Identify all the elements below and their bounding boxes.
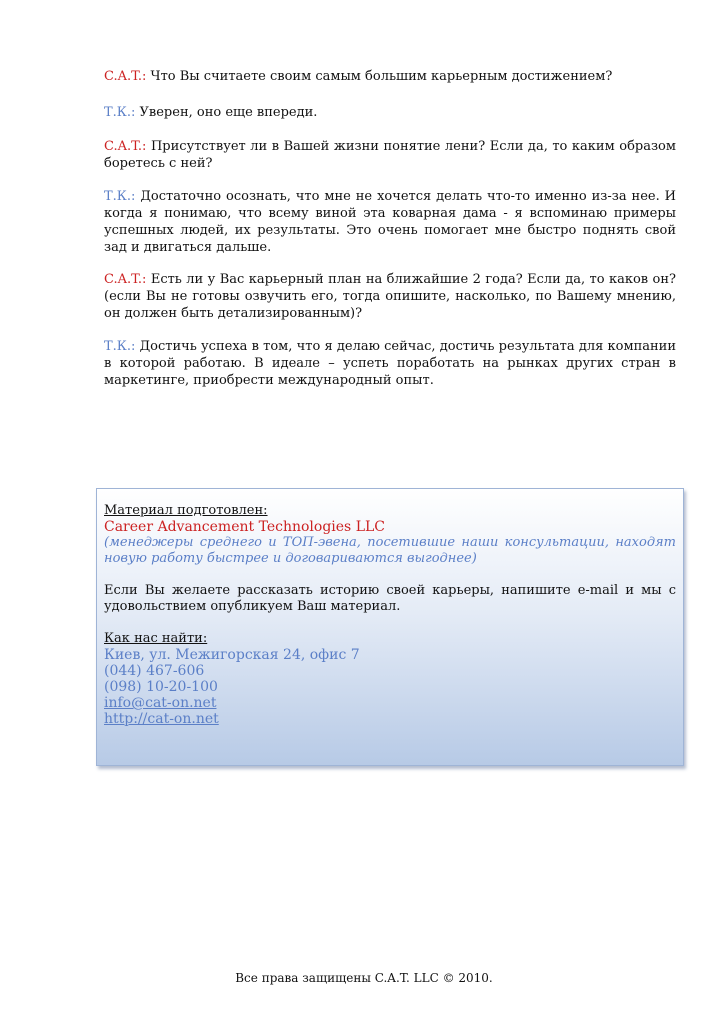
website-link[interactable]: http://cat-on.net: [104, 711, 219, 727]
speaker-label: Т.К.:: [104, 339, 136, 354]
company-tagline: (менеджеры среднего и ТОП-эвена, посетившие наши консультации, находят новую работу быстрее и договариваются выгоднее): [104, 535, 676, 566]
speaker-label: Т.К.:: [104, 105, 136, 120]
info-box-content: [104, 503, 676, 727]
question-text: Что Вы считаете своим самым большим карьерным достижением?: [146, 69, 613, 84]
speaker-label: C.A.T.:: [104, 272, 147, 287]
prepared-by-label: Материал подготовлен:: [104, 503, 268, 518]
speaker-label: C.A.T.:: [104, 69, 147, 84]
copyright-footer: Все права защищены C.A.T. LLC © 2010.: [235, 971, 493, 985]
answer-text: Достаточно осознать, что мне не хочется делать что-то именно из-за нее. И когда я понимаю, что всему виной эта коварная дама - я вспоминаю примеры успешных людей, их результаты. Это очень помогает мне быстро поднять свой зад и двигаться дальше.: [104, 189, 676, 255]
qa-answer: [104, 188, 676, 256]
invite-text: Если Вы желаете рассказать историю своей карьеры, напишите e-mail и мы с удовольствием опубликуем Ваш материал.: [104, 583, 676, 614]
qa-answer: [104, 104, 676, 121]
qa-question: [104, 68, 676, 85]
phone-2: (098) 10-20-100: [104, 679, 218, 695]
phone-1: (044) 467-606: [104, 663, 205, 679]
question-text: Присутствует ли в Вашей жизни понятие лени? Если да, то каким образом боретесь с ней?: [104, 139, 676, 171]
qa-answer: [104, 338, 676, 389]
address: Киев, ул. Межигорская 24, офис 7: [104, 647, 360, 663]
answer-text: Уверен, оно еще впереди.: [135, 105, 318, 120]
email-link[interactable]: info@cat-on.net: [104, 695, 217, 711]
info-box: [96, 488, 684, 766]
speaker-label: C.A.T.:: [104, 139, 147, 154]
contacts-label: Как нас найти:: [104, 631, 208, 646]
company-name: Career Advancement Technologies LLC: [104, 519, 385, 535]
qa-question: [104, 138, 676, 172]
answer-text: Достичь успеха в том, что я делаю сейчас, достичь результата для компании в которой работаю. В идеале – успеть поработать на рынках других стран в маркетинге, приобрести международный опыт.: [104, 339, 676, 388]
qa-question: [104, 271, 676, 322]
speaker-label: Т.К.:: [104, 189, 136, 204]
question-text: Есть ли у Вас карьерный план на ближайшие 2 года? Если да, то каков он? (если Вы не готовы озвучить его, тогда опишите, насколько, по Вашему мнению, он должен быть детализированным)?: [104, 272, 676, 321]
